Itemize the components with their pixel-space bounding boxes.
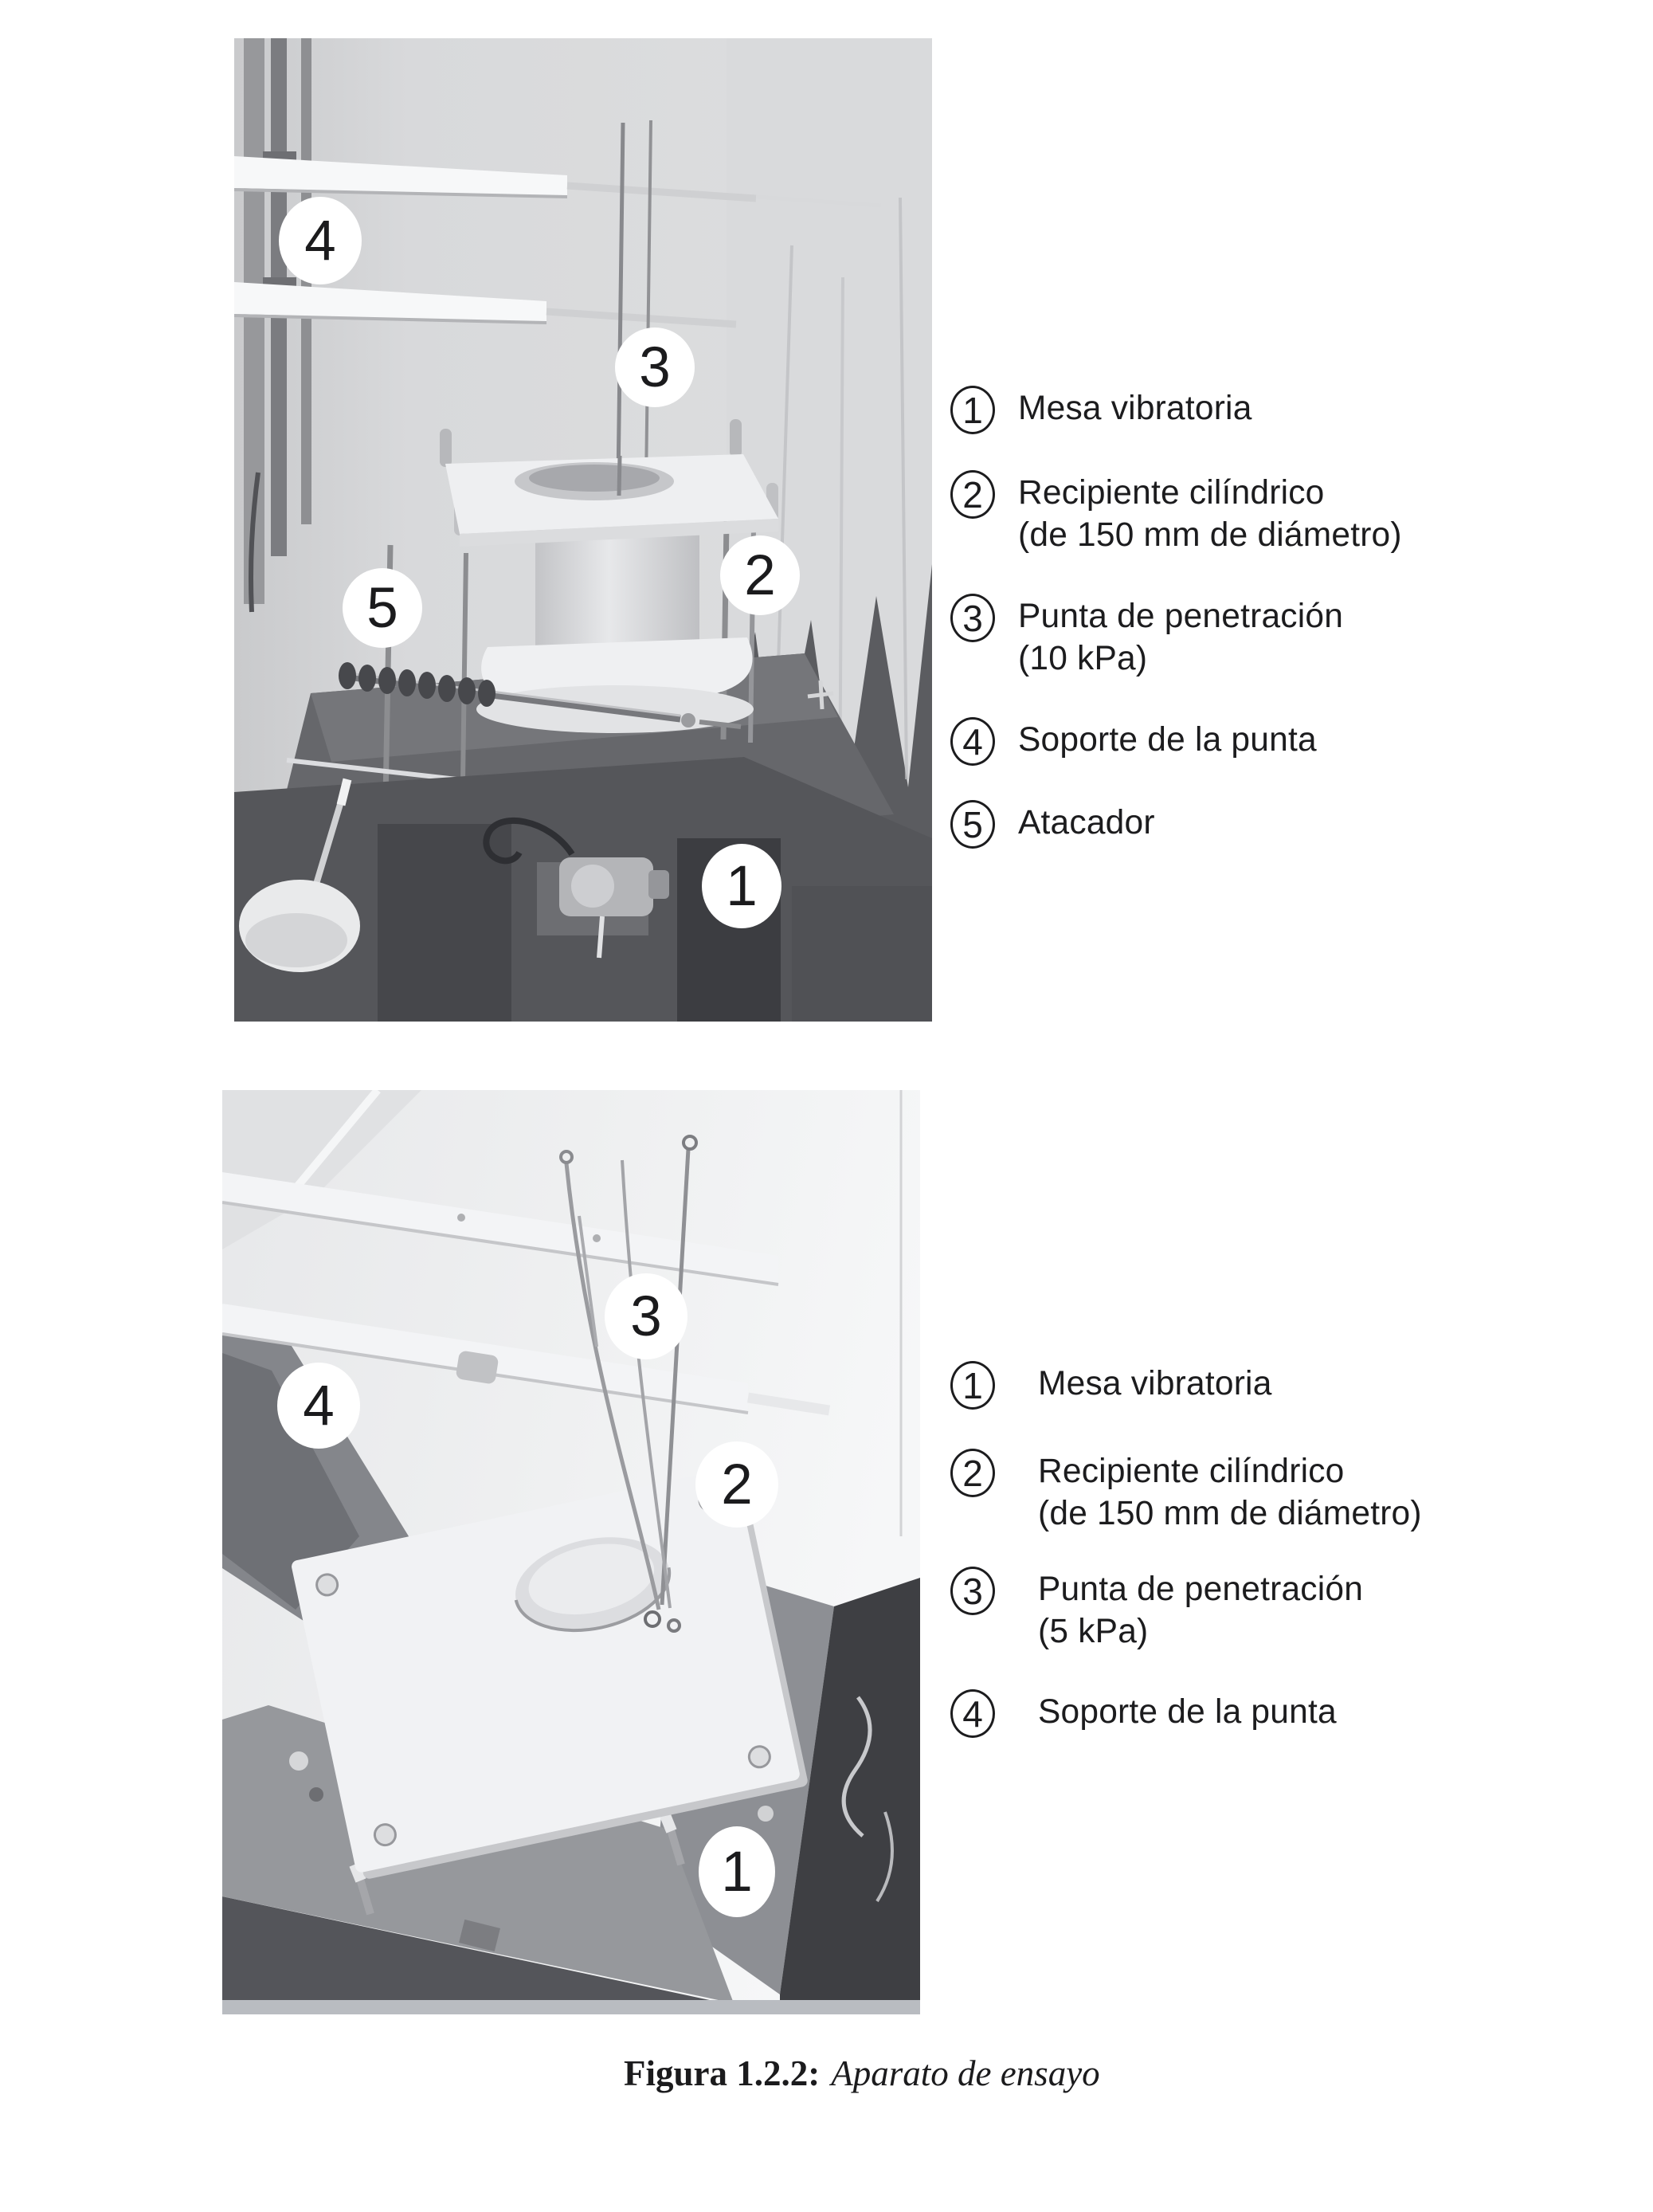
legend-text: Recipiente cilíndrico (de 150 mm de diámetro) xyxy=(1018,474,1402,554)
legend-text: Soporte de la punta xyxy=(1018,721,1317,759)
photo-callout-label: 1 xyxy=(721,1840,753,1904)
legend-text: Atacador xyxy=(1018,804,1155,841)
photo-callout-label: 2 xyxy=(744,543,776,607)
apparatus-photo-5kpa-illustration xyxy=(222,1090,920,2014)
legend-item-5-top xyxy=(950,800,1155,849)
photo-callout-3 xyxy=(615,327,695,407)
legend-number-badge: 2 xyxy=(950,470,995,519)
legend-text: Mesa vibratoria xyxy=(1038,1365,1272,1402)
photo-callout-label: 1 xyxy=(726,854,758,918)
photo-callout-label: 5 xyxy=(366,576,398,640)
photo-callout-1 xyxy=(702,844,781,928)
caption-label: Figura 1.2.2: xyxy=(624,2053,821,2093)
photo-callout-label: 3 xyxy=(639,335,671,399)
apparatus-photo-5kpa xyxy=(222,1090,920,2014)
apparatus-photo-10kpa-illustration xyxy=(234,38,932,1022)
legend-number-badge: 3 xyxy=(950,594,995,642)
legend-item-2-top xyxy=(950,470,1402,556)
photo-callout-2 xyxy=(720,535,800,615)
photo-callout-5 xyxy=(343,568,422,648)
legend-text: Soporte de la punta xyxy=(1038,1693,1337,1731)
photo-callout-label: 4 xyxy=(303,1374,335,1437)
legend-number-badge: 4 xyxy=(950,717,995,766)
legend-text: Punta de penetración (5 kPa) xyxy=(1038,1571,1364,1650)
legend-number-badge: 1 xyxy=(950,1361,995,1410)
photo-callout-label: 3 xyxy=(630,1284,662,1348)
legend-item-3-top xyxy=(950,594,1343,680)
legend-item-2-bottom xyxy=(950,1449,1422,1535)
legend-text: Punta de penetración (10 kPa) xyxy=(1018,598,1344,677)
legend-number-badge: 1 xyxy=(950,386,995,434)
photo-callout-4 xyxy=(277,1363,360,1449)
legend-item-4-top xyxy=(950,717,1317,766)
photo-callout-2 xyxy=(695,1441,778,1528)
photo-callout-label: 2 xyxy=(721,1453,753,1516)
legend-text: Recipiente cilíndrico (de 150 mm de diámetro) xyxy=(1038,1453,1422,1532)
legend-item-3-bottom xyxy=(950,1567,1363,1653)
legend-number-badge: 2 xyxy=(950,1449,995,1497)
photo-callout-1 xyxy=(699,1826,775,1917)
photo-callout-4 xyxy=(279,197,362,284)
apparatus-photo-10kpa xyxy=(234,38,932,1022)
legend-number-badge: 5 xyxy=(950,800,995,849)
legend-number-badge: 4 xyxy=(950,1689,995,1738)
photo-callout-label: 4 xyxy=(304,209,336,273)
legend-number-badge: 3 xyxy=(950,1567,995,1615)
figure-caption xyxy=(624,2053,1100,2094)
caption-title: Aparato de ensayo xyxy=(831,2053,1100,2093)
legend-item-1-top xyxy=(950,386,1252,434)
legend-text: Mesa vibratoria xyxy=(1018,390,1252,427)
photo-callout-3 xyxy=(605,1273,687,1359)
legend-item-4-bottom xyxy=(950,1689,1337,1738)
legend-item-1-bottom xyxy=(950,1361,1272,1410)
